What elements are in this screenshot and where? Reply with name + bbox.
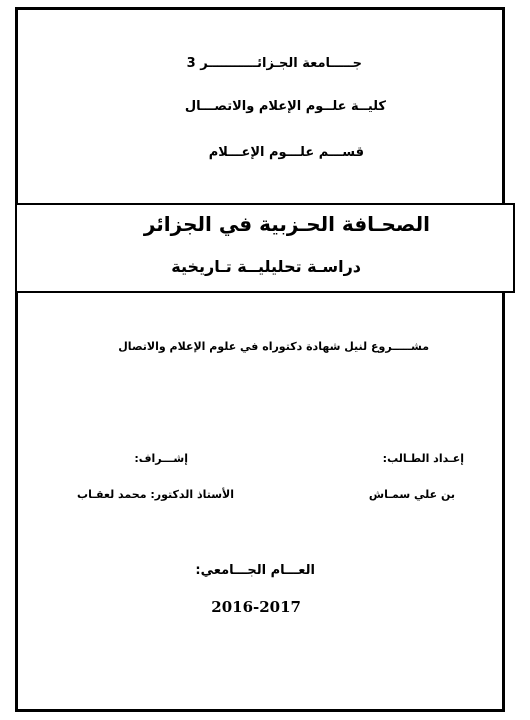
thesis-title: الصحـافة الحـزبية في الجزائر	[143, 212, 430, 236]
university-name: جـــــامعة الجـزائـــــــــــر 3	[186, 56, 362, 71]
thesis-subtitle: دراسـة تحليليــة تـاريخية	[171, 257, 361, 276]
academic-year-value: 2016-2017	[211, 598, 301, 616]
student-name: بن علي سمـاش	[368, 488, 455, 501]
thesis-purpose: مشـــــروع لنيل شهادة دكتوراه في علوم الإعلام والاتصال	[118, 340, 429, 353]
academic-year-label: العـــام الجـــامعي:	[195, 563, 315, 578]
student-label: إعـداد الطـالب:	[382, 452, 464, 465]
supervisor-label: إشـــراف:	[134, 452, 188, 465]
department-name: قســـم علـــوم الإعـــلام	[208, 145, 364, 160]
supervisor-name: الأستاذ الدكتور: محمد لعقـاب	[77, 488, 234, 501]
faculty-name: كليــة علــوم الإعلام والاتصـــال	[184, 99, 386, 114]
